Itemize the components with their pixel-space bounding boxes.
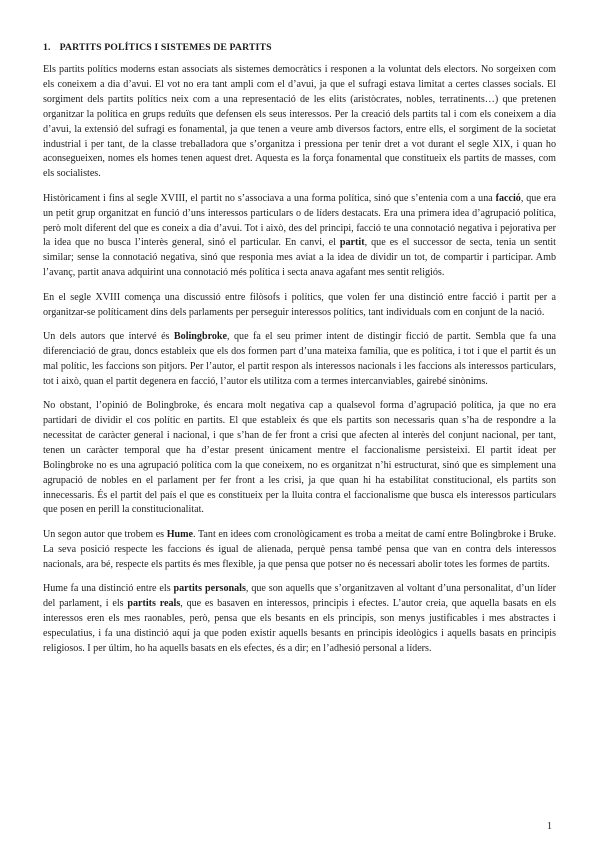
section-number: 1. [43, 42, 51, 53]
text-run: Hume fa una distinció entre els [43, 583, 174, 595]
text-run: . Tant en idees com cronològicament es troba a meitat de camí entre Bolingbroke i Bruke. La seva posició respecte les faccions és igual de alienada, perquè pensa també pensa que van en contra dels interessos nacionals, ara bé, respecte els partits és mes flexible, ja que pensa que potser no és necessari abolir totes les formes de partits. [43, 528, 556, 570]
text-run: Un segon autor que trobem es [43, 528, 167, 540]
paragraph [43, 63, 556, 182]
text-run: Un dels autors que intervé és [43, 331, 174, 342]
paragraph [43, 291, 556, 321]
bold-term: Hume [166, 528, 194, 540]
bold-term: facció [495, 192, 521, 204]
text-run: No obstant, l’opinió de Bolingbroke, és encara molt negativa cap a qualsevol forma d’agrupació política, ja que no era partidari de dividir el cos polític en partits. El que estableix és que els partits son necessaris quan s’ha de respondre a la necessitat de caràcter general i nacional, i que s’han de fer front a crisi que afecten al interès del conjunt nacional, per tant, tenen un caràcter temporal que ha d’estar present únicament mentre el faccionalisme persisteixi. El partit ideat per Bolingbroke no es una agrupació política com la que coneixem, no es organitzat n’hi estructurat, sinó que es simplement una agrupació de nobles en el parlament per fer front a les crisi, ja que quan hi ha estabilitat constitucional, els partits son innecessaris. És el partit del país el que es constitueix per la lluita contra el faccionalisme que busca els interessos particulars que posen en perill la constitucionalitat. [43, 400, 556, 516]
bold-term: partit [339, 237, 365, 249]
page-number: 1 [547, 821, 552, 832]
text-run: En el segle XVIII comença una discussió entre filòsofs i polítics, que volen fer una distinció entre facció i partit per a organitzar-se políticament dins dels parlaments per perseguir interessos polítics, tant individuals com en conjunt de la nació. [43, 291, 556, 318]
text-run: Històricament i fins al segle XVIII, el partit no s’associava a una forma política, sinó que s’entenia com a una [43, 192, 496, 204]
bold-term: partits reals [127, 598, 181, 609]
text-run: , que es el successor de secta, tenia un sentit similar; sense la connotació negativa, sinó que responia mes aviat a la idea de dividir un tot, de compartir i participar. Amb l’avanç, partit anava adquirint una connotació més política i secta anava agafant mes sentit religiós. [43, 237, 556, 279]
paragraph [43, 582, 556, 657]
text-run: , que es basaven en interessos, principis i efectes. L’autor creia, que aquella basats en els interessos eren els mes raonables, però, pensa que els besants en els principis, son menys justificables i mes abstractes i especulatius, i fa una distinció aquí ja que poden existir aquells besants en principis ideològics i aquells basats en principis religiosos. I per últim, ho ha aquells basats en els efectes, és a dir; en l’adhesió personal a líders. [43, 598, 556, 654]
paragraph [43, 528, 556, 573]
bold-term: Bolingbroke [173, 331, 228, 342]
section-title: PARTITS POLÍTICS I SISTEMES DE PARTITS [59, 42, 272, 53]
text-run: , que fa el seu primer intent de distingir ficció de partit. Sembla que fa una diferenciació de grau, doncs estableix que els dos formen part d’una mateixa família, que es política, i tot i que el partit és un mal polític, les faccions son pitjors. Per l’autor, el partit respon als interessos nacionals i les faccions als interessos particulars, tot i això, quan el partit degenera en facció, l’autor els utilitza com a termes intercanviables, gairebé sinònims. [43, 331, 556, 387]
text-run: Els partits polítics moderns estan associats als sistemes democràtics i responen a la voluntat dels electors. No sorgeixen com els coneixem a dia d’avui. El vot no era tant ampli com el d’avui, ja que el sufragi estava limitat a certes classes socials. El sorgiment dels partits polítics neix com a una representació de les elits (aristòcrates, nobles, terratinents…) que pretenen organitzar la política en grups reduïts que defensen els seus interessos. Per la creació dels partits tal i com els coneixem a dia d’avui, la extensió del sufragi es fonamental, ja que tenen a veure amb diversos factors, entre ells, el sorgiment de la societat industrial i per tant, de la classe treballadora que s’organitza i pressiona per tenir dret a vot durant el segle XIX, i quan ho aconsegueixen, nomes els homes tenen aquest dret. Aquesta es la força fonamental que constitueix els partits de masses, com els socialistes. [43, 64, 556, 180]
paragraph [43, 192, 556, 281]
section-heading [43, 42, 556, 53]
paragraph [43, 399, 556, 518]
bold-term: partits personals [173, 583, 246, 595]
text-run: , que era un petit grup organitzat en funció d’uns interessos particulars o de líders destacats. Era una primera idea d’agrupació política, però molt diferent del que es coneix a dia d’avui. Tot i això, des del principi, facció te una connotació negativa i pejorativa per la idea que no busca l’interès general, sinó el particular. En canvi, el [43, 192, 557, 249]
paragraph [43, 330, 556, 390]
text-run: , que son aquells que s’organitzaven al voltant d’una personalitat, d’un líder del parlament, i els [43, 583, 557, 609]
body-text [43, 63, 556, 657]
